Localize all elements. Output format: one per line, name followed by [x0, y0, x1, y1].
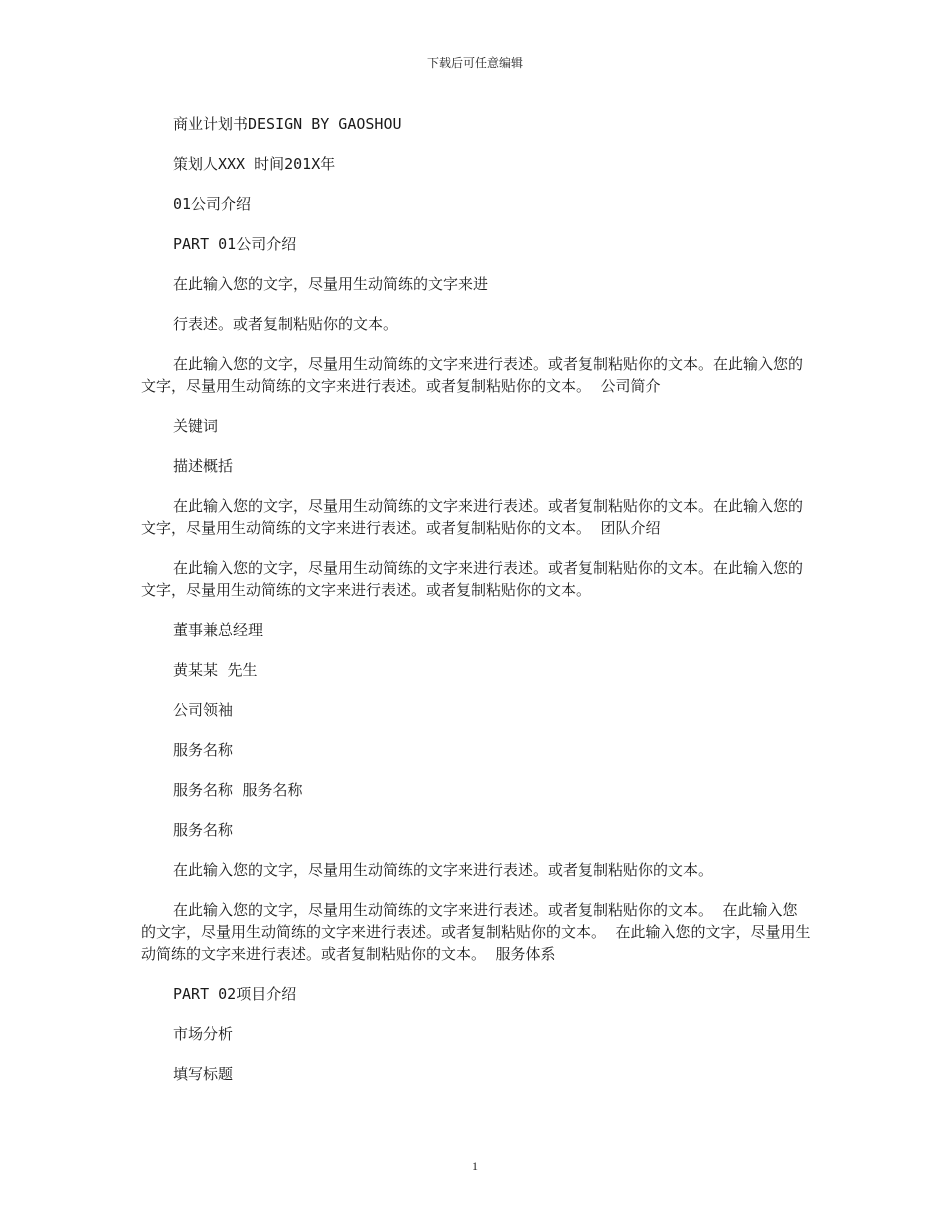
paragraph-planner: 策划人XXX 时间201X年 — [173, 155, 336, 173]
paragraph: 在此输入您的文字，尽量用生动简练的文字来进 — [173, 275, 489, 293]
paragraph-person: 黄某某 先生 — [173, 661, 258, 679]
paragraph-heading: 填写标题 — [173, 1065, 234, 1083]
paragraph-summary: 描述概括 — [173, 457, 234, 475]
paragraph: 在此输入您的文字，尽量用生动简练的文字来进行表述。或者复制粘贴你的文本。在此输入您的文字，尽量用生动简练的文字来进行表述。或者复制粘贴你的文本。 — [141, 559, 804, 599]
paragraph: 在此输入您的文字，尽量用生动简练的文字来进行表述。或者复制粘贴你的文本。在此输入您的文字，尽量用生动简练的文字来进行表述。或者复制粘贴你的文本。 团队介绍 — [141, 497, 804, 537]
paragraph: 在此输入您的文字，尽量用生动简练的文字来进行表述。或者复制粘贴你的文本。 — [173, 861, 714, 879]
paragraph: 行表述。或者复制粘贴你的文本。 — [173, 315, 399, 333]
paragraph-title: 商业计划书DESIGN BY GAOSHOU — [173, 115, 402, 133]
paragraph: 在此输入您的文字，尽量用生动简练的文字来进行表述。或者复制粘贴你的文本。 在此输入您的文字，尽量用生动简练的文字来进行表述。或者复制粘贴你的文本。 在此输入您的文字，尽量用生动简练的文字来进行表述。或者复制粘贴你的文本。 服务体系 — [141, 901, 811, 963]
paragraph-service: 服务名称 — [173, 741, 234, 759]
paragraph-section-01: 01公司介绍 — [173, 195, 252, 213]
page-number: 1 — [472, 1159, 478, 1173]
paragraph-part-02: PART 02项目介绍 — [173, 985, 297, 1003]
paragraph: 在此输入您的文字，尽量用生动简练的文字来进行表述。或者复制粘贴你的文本。在此输入您的文字，尽量用生动简练的文字来进行表述。或者复制粘贴你的文本。 公司简介 — [141, 355, 804, 395]
paragraph-keywords: 关键词 — [173, 417, 219, 435]
paragraph-role: 董事兼总经理 — [173, 621, 264, 639]
paragraph-service: 服务名称 服务名称 — [173, 781, 303, 799]
paragraph-part-01: PART 01公司介绍 — [173, 235, 297, 253]
paragraph-leader: 公司领袖 — [173, 701, 234, 719]
paragraph-market: 市场分析 — [173, 1025, 234, 1043]
paragraph-service: 服务名称 — [173, 821, 234, 839]
header-note: 下载后可任意编辑 — [426, 56, 523, 70]
document-body — [141, 113, 811, 1103]
